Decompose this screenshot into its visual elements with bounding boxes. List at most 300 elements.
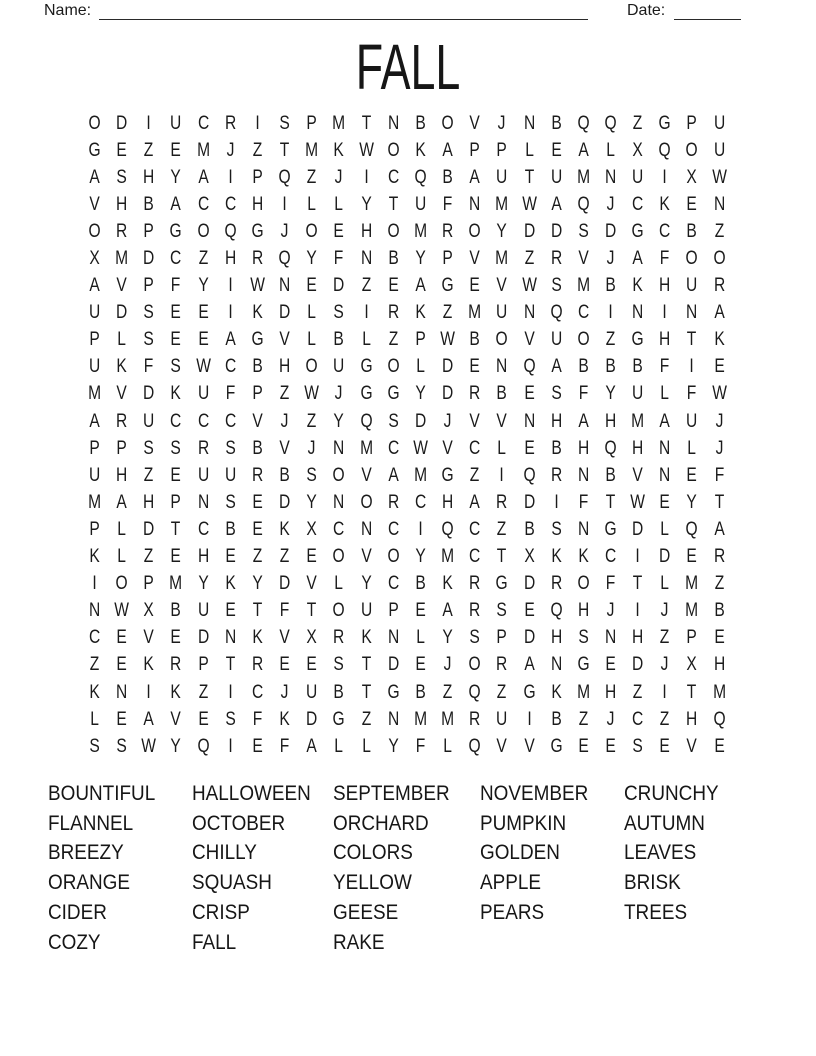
grid-letter: O [360, 491, 373, 513]
grid-letter: W [195, 356, 211, 378]
grid-letter: Q [604, 437, 617, 459]
grid-letter: S [496, 600, 508, 622]
word-list-item: BREEZY [48, 840, 124, 865]
grid-letter: O [88, 220, 101, 242]
grid-letter: K [659, 193, 671, 215]
word-list-item: APPLE [480, 870, 542, 895]
grid-letter: Q [414, 166, 427, 188]
grid-letter: I [608, 302, 613, 324]
grid-letter: V [496, 410, 508, 432]
grid-letter: Y [170, 166, 182, 188]
grid-letter: P [469, 139, 480, 161]
grid-letter: F [660, 356, 670, 378]
word-list [48, 779, 754, 957]
grid-letter: U [496, 166, 508, 188]
grid-letter: Q [224, 220, 237, 242]
grid-letter: U [713, 139, 725, 161]
grid-letter: P [496, 139, 508, 161]
grid-letter: B [442, 166, 453, 188]
grid-letter: D [143, 518, 155, 540]
grid-letter: B [551, 112, 562, 134]
grid-letter: O [387, 139, 400, 161]
grid-letter: D [441, 356, 454, 378]
grid-letter: P [143, 573, 155, 595]
grid-letter: P [415, 329, 426, 351]
grid-letter: O [305, 356, 318, 378]
grid-letter: S [143, 437, 155, 459]
grid-letter: S [279, 112, 290, 134]
grid-letter: U [197, 383, 209, 405]
grid-letter: N [387, 112, 399, 134]
grid-letter: V [496, 735, 508, 757]
grid-letter: E [252, 491, 263, 513]
grid-letter: B [713, 600, 725, 622]
grid-letter: U [333, 356, 345, 378]
grid-letter: H [632, 437, 644, 459]
grid-letter: P [442, 248, 453, 270]
grid-letter: O [88, 112, 101, 134]
grid-letter: L [660, 518, 670, 540]
grid-letter: G [360, 356, 373, 378]
grid-letter: C [577, 302, 590, 324]
grid-letter: C [224, 356, 236, 378]
grid-letter: E [659, 491, 671, 513]
grid-letter: Z [252, 546, 263, 568]
grid-letter: C [469, 518, 481, 540]
word-list-item: TREES [624, 899, 688, 924]
grid-letter: U [632, 383, 644, 405]
grid-letter: U [713, 112, 725, 134]
grid-letter: S [632, 735, 643, 757]
grid-letter: Y [360, 193, 372, 215]
grid-letter: B [551, 437, 562, 459]
grid-letter: C [88, 627, 101, 649]
grid-letter: J [443, 410, 452, 432]
grid-letter: L [117, 518, 127, 540]
grid-letter: P [89, 329, 100, 351]
grid-letter: H [659, 329, 671, 351]
grid-letter: C [387, 573, 399, 595]
grid-letter: Q [577, 112, 590, 134]
grid-letter: G [658, 112, 671, 134]
grid-letter: V [360, 464, 372, 486]
grid-letter: D [333, 275, 345, 297]
grid-letter: P [143, 220, 155, 242]
grid-letter: N [686, 302, 698, 324]
grid-letter: Y [415, 248, 426, 270]
grid-letter: U [550, 166, 562, 188]
grid-letter: N [632, 302, 644, 324]
grid-letter: E [306, 546, 318, 568]
grid-letter: B [496, 383, 508, 405]
grid-letter: P [686, 112, 698, 134]
name-blank-line [99, 2, 588, 20]
grid-letter: D [116, 112, 128, 134]
grid-letter: Y [252, 573, 263, 595]
grid-letter: F [442, 193, 453, 215]
grid-letter: X [632, 139, 643, 161]
grid-letter: E [170, 302, 182, 324]
grid-letter: V [279, 329, 290, 351]
grid-letter: D [387, 654, 399, 676]
grid-letter: U [224, 464, 236, 486]
grid-letter: W [304, 383, 320, 405]
grid-letter: Y [170, 735, 182, 757]
grid-letter: E [469, 275, 480, 297]
grid-letter: A [415, 275, 426, 297]
grid-letter: V [523, 329, 535, 351]
grid-letter: K [578, 546, 589, 568]
grid-letter: G [387, 383, 400, 405]
grid-letter: J [715, 437, 724, 459]
grid-letter: Z [442, 681, 453, 703]
grid-letter: W [440, 329, 455, 351]
grid-letter: N [333, 437, 345, 459]
grid-letter: M [468, 302, 482, 324]
grid-letter: E [686, 464, 698, 486]
grid-letter: U [686, 275, 698, 297]
grid-letter: O [115, 573, 128, 595]
grid-letter: B [686, 220, 698, 242]
grid-letter: L [307, 193, 317, 215]
grid-letter: O [577, 573, 590, 595]
grid-letter: K [116, 356, 127, 378]
word-list-item: LEAVES [624, 840, 697, 865]
word-list-item: FALL [192, 929, 237, 954]
grid-letter: N [659, 464, 671, 486]
grid-letter: Y [360, 573, 372, 595]
grid-letter: T [497, 546, 507, 568]
grid-letter: C [387, 166, 399, 188]
grid-letter: H [224, 248, 236, 270]
grid-letter: A [578, 410, 589, 432]
grid-letter: M [712, 681, 726, 703]
grid-letter: P [686, 627, 698, 649]
grid-letter: S [578, 220, 589, 242]
grid-letter: M [115, 248, 129, 270]
grid-letter: F [578, 383, 589, 405]
grid-letter: A [713, 518, 725, 540]
grid-letter: Z [660, 708, 670, 730]
grid-letter: D [523, 627, 535, 649]
grid-letter: E [578, 735, 589, 757]
grid-letter: R [441, 220, 454, 242]
grid-letter: J [660, 600, 669, 622]
grid-letter: Q [604, 112, 617, 134]
grid-letter: B [225, 518, 236, 540]
grid-letter: A [659, 410, 671, 432]
grid-letter: G [360, 383, 373, 405]
grid-letter: B [469, 329, 480, 351]
grid-letter: D [197, 627, 209, 649]
grid-letter: O [387, 546, 400, 568]
grid-letter: X [686, 654, 698, 676]
grid-letter: H [604, 410, 617, 432]
grid-letter: G [88, 139, 101, 161]
grid-letter: A [578, 139, 589, 161]
grid-letter: R [550, 573, 562, 595]
grid-letter: X [686, 166, 698, 188]
grid-letter: B [551, 708, 562, 730]
grid-letter: C [170, 410, 182, 432]
grid-letter: L [307, 302, 317, 324]
grid-letter: Y [686, 491, 698, 513]
grid-letter: U [88, 356, 101, 378]
date-label: Date: [627, 2, 666, 19]
grid-letter: C [197, 410, 209, 432]
grid-letter: V [686, 735, 698, 757]
grid-letter: L [90, 708, 99, 730]
grid-letter: R [251, 654, 264, 676]
word-list-item: SQUASH [192, 870, 272, 895]
grid-letter: W [114, 600, 130, 622]
word-list-item: ORANGE [48, 870, 131, 895]
grid-letter: A [713, 302, 725, 324]
grid-letter: E [116, 708, 127, 730]
grid-letter: V [469, 410, 480, 432]
grid-letter: B [605, 356, 616, 378]
grid-letter: Z [198, 681, 208, 703]
grid-letter: H [604, 681, 617, 703]
grid-letter: N [713, 193, 725, 215]
grid-letter: J [280, 220, 289, 242]
grid-letter: Z [144, 139, 154, 161]
grid-letter: I [363, 166, 369, 188]
grid-letter: B [170, 600, 182, 622]
grid-letter: J [660, 654, 669, 676]
grid-letter: K [279, 518, 290, 540]
grid-letter: B [388, 248, 399, 270]
grid-letter: E [686, 546, 698, 568]
grid-letter: E [523, 600, 535, 622]
grid-letter: Z [632, 112, 643, 134]
grid-letter: D [523, 573, 535, 595]
grid-letter: G [631, 220, 644, 242]
grid-letter: Q [577, 193, 590, 215]
grid-letter: D [632, 654, 644, 676]
word-list-item: YELLOW [333, 870, 412, 895]
grid-letter: D [523, 220, 535, 242]
grid-letter: E [306, 654, 318, 676]
grid-letter: V [442, 437, 453, 459]
grid-letter: R [496, 654, 508, 676]
grid-letter: W [141, 735, 157, 757]
grid-letter: L [334, 573, 344, 595]
grid-letter: T [714, 491, 724, 513]
grid-letter: M [413, 220, 427, 242]
grid-letter: J [606, 708, 615, 730]
grid-letter: A [388, 464, 399, 486]
grid-letter: M [495, 248, 509, 270]
grid-letter: R [469, 383, 481, 405]
grid-letter: I [228, 681, 233, 703]
grid-letter: T [279, 139, 290, 161]
grid-letter: P [496, 627, 508, 649]
grid-letter: V [306, 573, 318, 595]
grid-letter: Y [442, 627, 453, 649]
grid-letter: H [577, 600, 590, 622]
grid-letter: P [252, 383, 263, 405]
grid-letter: X [306, 518, 318, 540]
word-list-item: COLORS [333, 840, 413, 865]
grid-letter: H [632, 627, 644, 649]
grid-letter: Y [415, 546, 426, 568]
grid-letter: B [333, 329, 345, 351]
grid-letter: O [685, 248, 699, 270]
grid-letter: I [228, 166, 233, 188]
grid-letter: Z [660, 627, 670, 649]
grid-letter: M [576, 166, 590, 188]
grid-letter: R [197, 437, 209, 459]
grid-letter: Z [89, 654, 100, 676]
grid-letter: R [550, 464, 562, 486]
grid-letter: Z [469, 464, 480, 486]
grid-letter: N [360, 518, 372, 540]
grid-letter: N [387, 708, 399, 730]
grid-letter: F [714, 464, 724, 486]
grid-letter: N [659, 437, 671, 459]
grid-letter: C [659, 220, 671, 242]
grid-letter: M [359, 437, 373, 459]
grid-letter: U [197, 464, 209, 486]
grid-letter: E [225, 600, 236, 622]
grid-letter: E [170, 139, 182, 161]
grid-letter: S [143, 329, 155, 351]
grid-letter: O [685, 139, 699, 161]
grid-letter: Y [388, 735, 399, 757]
grid-letter: E [252, 518, 263, 540]
grid-letter: Z [252, 139, 263, 161]
grid-letter: Q [685, 518, 699, 540]
grid-letter: Q [278, 248, 291, 270]
grid-letter: I [526, 708, 532, 730]
grid-letter: F [144, 356, 154, 378]
grid-letter: E [605, 735, 616, 757]
grid-letter: B [252, 437, 263, 459]
grid-letter: H [577, 437, 590, 459]
grid-letter: K [415, 139, 426, 161]
grid-letter: C [197, 518, 209, 540]
grid-letter: Q [523, 464, 536, 486]
grid-letter: E [333, 220, 345, 242]
grid-letter: E [116, 654, 127, 676]
grid-letter: G [441, 464, 454, 486]
grid-letter: E [686, 193, 698, 215]
grid-letter: A [198, 166, 209, 188]
grid-letter: L [361, 329, 371, 351]
word-list-item: ORCHARD [333, 810, 429, 835]
grid-letter: R [116, 220, 128, 242]
grid-letter: G [251, 329, 264, 351]
grid-letter: B [143, 193, 155, 215]
grid-letter: B [632, 356, 643, 378]
grid-letter: Q [278, 166, 291, 188]
grid-letter: E [170, 464, 182, 486]
grid-letter: Q [713, 708, 726, 730]
grid-letter: E [116, 627, 127, 649]
grid-letter: E [198, 302, 209, 324]
grid-letter: V [116, 275, 127, 297]
grid-letter: Y [415, 383, 426, 405]
grid-letter: Z [714, 573, 724, 595]
grid-letter: O [441, 112, 454, 134]
grid-letter: P [143, 275, 155, 297]
grid-letter: D [550, 220, 562, 242]
grid-letter: V [578, 248, 589, 270]
grid-letter: N [604, 166, 617, 188]
grid-letter: L [307, 329, 317, 351]
grid-letter: U [496, 302, 508, 324]
grid-letter: V [143, 627, 155, 649]
grid-letter: N [469, 193, 481, 215]
grid-letter: Y [306, 248, 318, 270]
grid-letter: I [662, 166, 668, 188]
grid-letter: R [116, 410, 128, 432]
grid-letter: H [197, 546, 209, 568]
grid-letter: E [713, 627, 725, 649]
grid-letter: G [251, 220, 264, 242]
grid-letter: W [358, 139, 374, 161]
grid-letter: H [143, 491, 155, 513]
grid-letter: N [224, 627, 236, 649]
grid-letter: D [659, 546, 671, 568]
grid-letter: X [143, 600, 155, 622]
grid-letter: A [306, 735, 318, 757]
grid-letter: M [196, 139, 210, 161]
grid-letter: C [387, 437, 399, 459]
grid-letter: S [143, 302, 155, 324]
grid-letter: D [441, 383, 454, 405]
grid-letter: V [252, 410, 263, 432]
name-label: Name: [44, 2, 92, 19]
grid-letter: N [550, 654, 562, 676]
grid-letter: F [660, 248, 670, 270]
grid-letter: O [332, 546, 346, 568]
grid-letter: C [632, 193, 644, 215]
grid-letter: P [89, 518, 100, 540]
grid-letter: K [279, 708, 290, 730]
word-list-item: OCTOBER [192, 810, 286, 835]
grid-letter: D [523, 491, 535, 513]
grid-letter: I [228, 275, 233, 297]
grid-letter: Z [361, 708, 371, 730]
letter-grid [81, 110, 733, 760]
grid-letter: T [632, 573, 643, 595]
grid-letter: C [197, 112, 209, 134]
grid-letter: F [225, 383, 236, 405]
grid-letter: S [306, 464, 318, 486]
grid-letter: U [632, 166, 644, 188]
grid-letter: T [171, 518, 181, 540]
grid-letter: R [469, 600, 481, 622]
grid-letter: I [418, 518, 423, 540]
grid-letter: Y [306, 491, 318, 513]
grid-letter: L [443, 735, 452, 757]
grid-letter: M [495, 193, 509, 215]
grid-letter: J [606, 248, 615, 270]
word-list-item: CIDER [48, 899, 107, 924]
grid-letter: G [550, 735, 563, 757]
grid-letter: O [577, 329, 590, 351]
grid-letter: W [250, 275, 265, 297]
grid-letter: Q [550, 302, 563, 324]
grid-letter: S [225, 437, 236, 459]
grid-letter: I [228, 302, 233, 324]
grid-letter: D [414, 410, 427, 432]
grid-letter: Q [441, 518, 454, 540]
word-list-column [480, 779, 624, 957]
grid-letter: M [332, 112, 346, 134]
